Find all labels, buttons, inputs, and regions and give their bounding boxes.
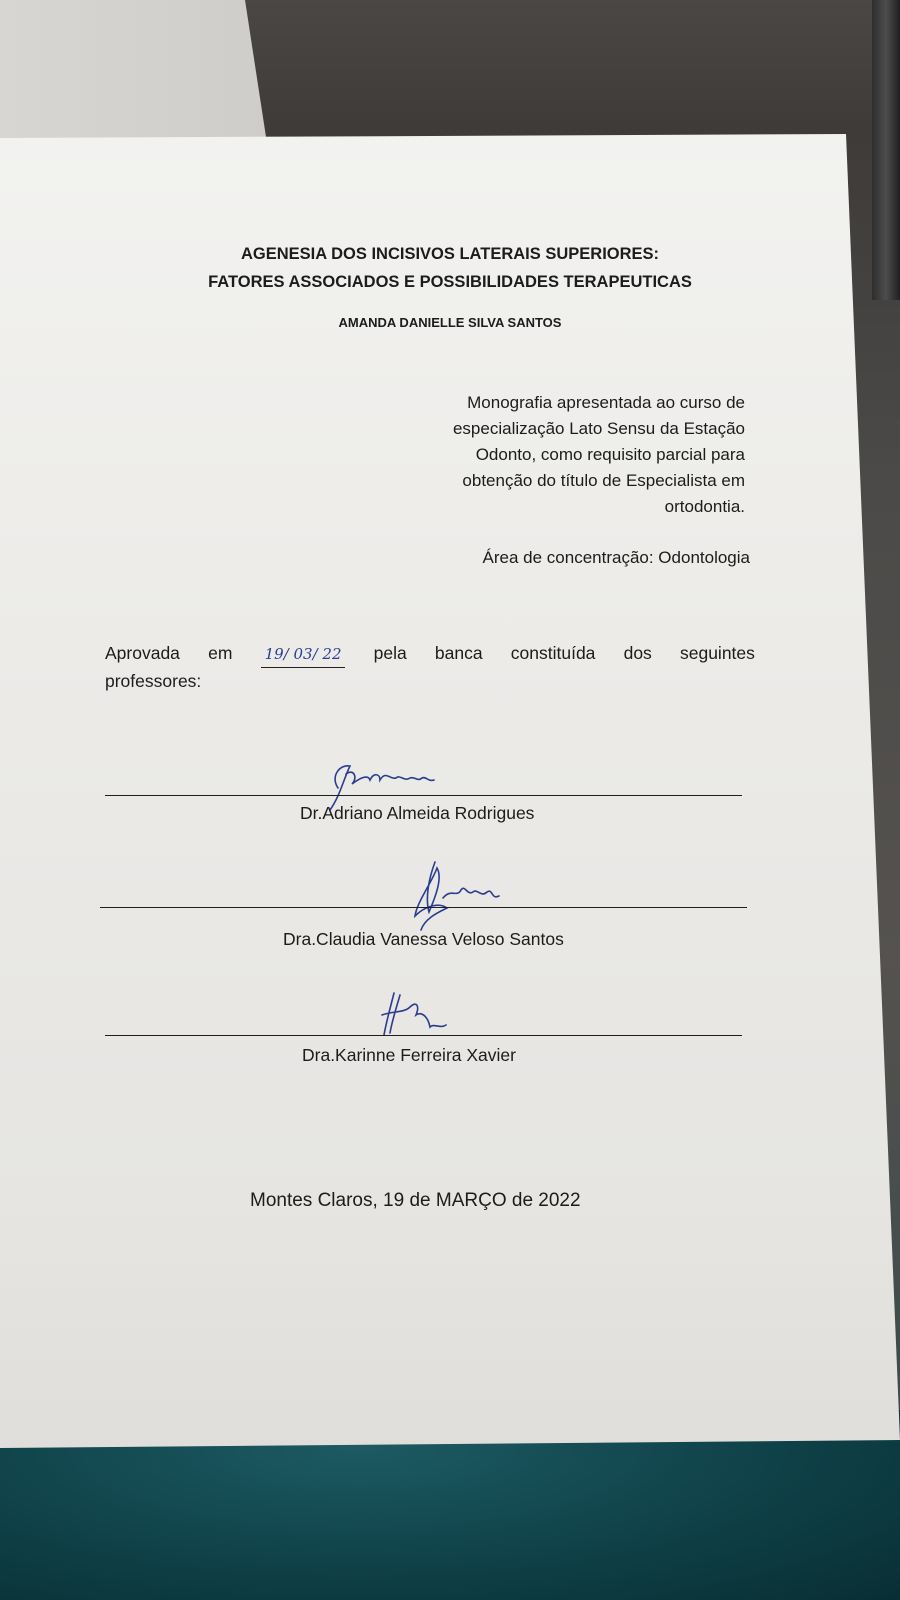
approval-word: constituída xyxy=(510,643,596,663)
signature-line-2 xyxy=(100,907,747,908)
author-name: AMANDA DANIELLE SILVA SANTOS xyxy=(338,315,562,330)
monograph-line: Odonto, como requisito parcial para xyxy=(475,445,745,464)
monograph-line: Monografia apresentada ao curso de xyxy=(467,393,745,412)
background-object xyxy=(872,0,900,300)
approval-line-2: professores: xyxy=(105,671,202,691)
concentration-area: Área de concentração: Odontologia xyxy=(482,548,750,567)
approval-word: em xyxy=(208,643,233,663)
approval-word: pela xyxy=(373,643,407,663)
monograph-line: obtenção do título de Especialista em xyxy=(462,471,745,490)
approval-line-1 xyxy=(105,640,755,668)
approval-statement xyxy=(105,640,755,694)
monograph-description xyxy=(405,390,745,520)
title-line-2: FATORES ASSOCIADOS E POSSIBILIDADES TERAPEUTICAS xyxy=(208,273,692,291)
approval-date-field: 19/ 03/ 22 xyxy=(261,641,346,668)
approval-word: Aprovada xyxy=(105,643,180,663)
signatory-name-2: Dra.Claudia Vanessa Veloso Santos xyxy=(283,929,564,949)
document-title xyxy=(150,240,750,296)
monograph-line: especialização Lato Sensu da Estação xyxy=(452,419,745,438)
title-line-1: AGENESIA DOS INCISIVOS LATERAIS SUPERIORES: xyxy=(240,245,660,263)
monograph-line: ortodontia. xyxy=(664,497,745,516)
signature-line-3 xyxy=(105,1035,742,1036)
approval-word: dos xyxy=(623,643,652,663)
place-and-date: Montes Claros, 19 de MARÇO de 2022 xyxy=(250,1190,581,1211)
signatory-name-1: Dr.Adriano Almeida Rodrigues xyxy=(300,803,535,823)
approval-word: banca xyxy=(434,643,483,663)
approval-word: seguintes xyxy=(679,643,755,663)
signature-handwriting-2 xyxy=(395,858,515,938)
signatory-name-3: Dra.Karinne Ferreira Xavier xyxy=(302,1045,516,1065)
signature-line-1 xyxy=(105,795,742,796)
background-sheet xyxy=(0,0,268,150)
signature-handwriting-3 xyxy=(370,985,460,1045)
